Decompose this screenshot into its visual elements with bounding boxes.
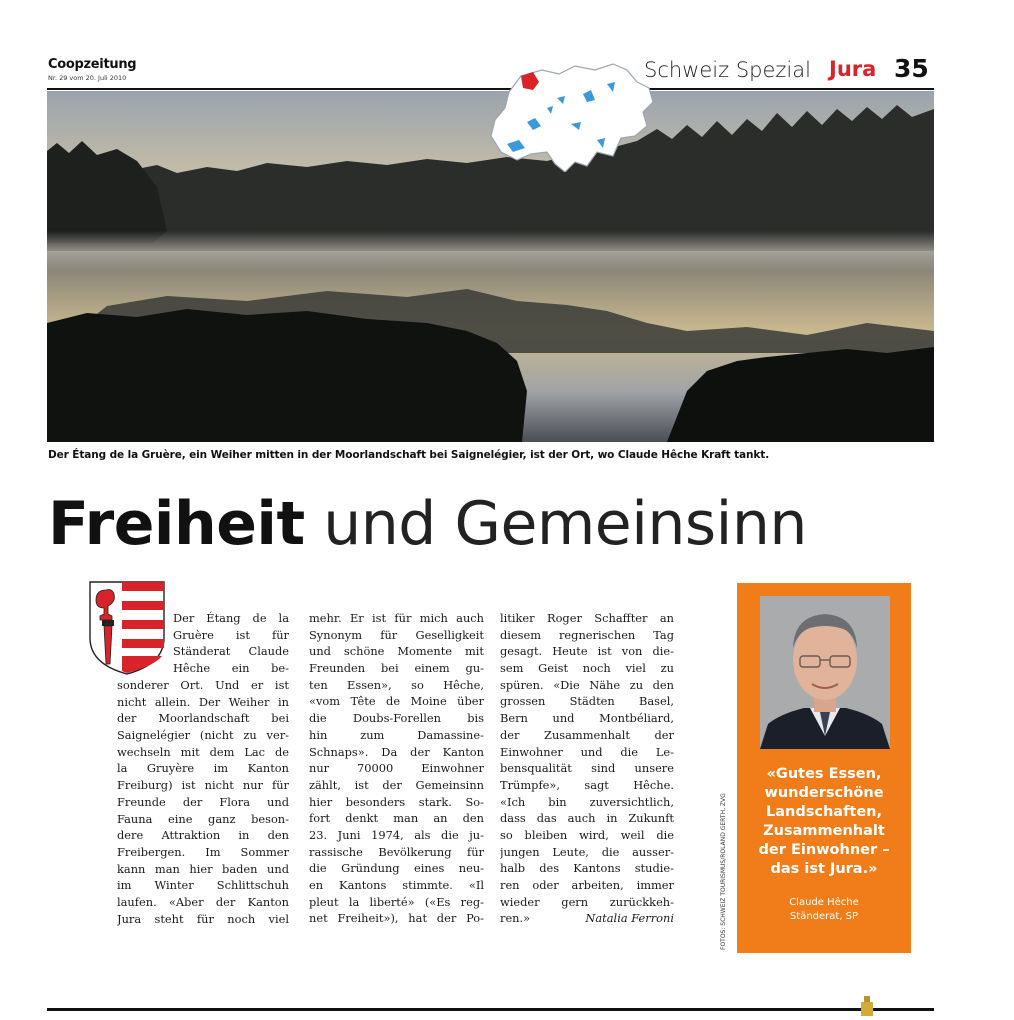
- text-line: Schnaps». Da der Kanton: [309, 744, 484, 759]
- text-line: «Ich bin zuversichtlich,: [500, 794, 674, 809]
- text-line: wieder gern zurückkeh-: [500, 894, 674, 909]
- text-line: Trümpfe», sagt Hêche.: [500, 777, 674, 792]
- headline-bold: Freiheit: [48, 489, 305, 559]
- text-line: zählt, ist der Gemeinsinn: [309, 777, 484, 792]
- text-line: ren oder arbeiten, immer: [500, 878, 674, 892]
- pull-quote-line: «Gutes Essen,: [766, 766, 882, 782]
- issue-date: Nr. 29 vom 20. Juli 2010: [48, 74, 127, 82]
- text-line: pleut la liberté» («Es reg-: [309, 894, 484, 909]
- text-line: en Kantons stimmte. «Il: [309, 878, 484, 892]
- text-line: Gruère ist für: [173, 627, 289, 642]
- text-line: kann man hier baden und: [117, 861, 289, 876]
- text-line: gesagt. Heute ist von die-: [500, 644, 674, 659]
- article-column-1-intro: [173, 610, 289, 677]
- photo-caption: Der Étang de la Gruère, ein Weiher mitten in der Moorlandschaft bei Saignelégier, ist der Ort, wo Claude Hêche Kraft tankt.: [48, 449, 770, 461]
- text-line: «vom Tête de Moine über: [309, 694, 484, 709]
- text-line: diesem regnerischen Tag: [500, 627, 674, 642]
- text-line: la Gruyère im Kanton: [117, 761, 289, 776]
- text-line: 23. Juni 1974, als die ju-: [309, 827, 484, 842]
- switzerland-map: [487, 60, 657, 172]
- headline: [48, 486, 807, 562]
- text-line: Bern und Montbéliard,: [500, 711, 674, 726]
- page-number: 35: [894, 54, 929, 83]
- region-name: Jura: [829, 57, 877, 81]
- text-line: die Doubs-Forellen bis: [309, 711, 484, 726]
- text-line: Der Étang de la: [173, 611, 289, 625]
- text-line: litiker Roger Schaffter an: [500, 611, 674, 625]
- text-line: Saignelégier (nicht zu ver-: [117, 728, 289, 743]
- text-line: nur 70000 Einwohner: [309, 761, 484, 776]
- article-column-1: [117, 677, 289, 927]
- text-line: hin zum Damassine-: [309, 727, 484, 742]
- article-column-3: [500, 610, 674, 927]
- text-line: Hêche ein be-: [173, 661, 289, 676]
- text-line: rassische Bevölkerung für: [309, 844, 484, 859]
- text-line: net Freiheit»), hat der Po-: [309, 911, 484, 926]
- pull-quote-line: der Einwohner –: [758, 842, 890, 858]
- text-line: der Zusammenhalt der: [500, 727, 674, 742]
- text-line: die Gründung eines neu-: [309, 861, 484, 876]
- text-line: spüren. «Die Nähe zu den: [500, 677, 674, 692]
- text-line-end: ren.»: [500, 911, 531, 926]
- text-line: sem Geist noch viel zu: [500, 661, 674, 676]
- text-line-final: [500, 910, 674, 927]
- author-byline: Natalia Ferroni: [585, 911, 674, 926]
- bottom-rule: [47, 1008, 934, 1011]
- text-line: laufen. «Aber der Kanton: [117, 894, 289, 909]
- jura-coat-of-arms-icon: [88, 580, 166, 676]
- portrait-photo: [760, 596, 890, 749]
- bottle-icon: [856, 996, 878, 1016]
- pull-quote-line: Landschaften,: [766, 804, 882, 820]
- quote-person-role: Ständerat, SP: [789, 911, 859, 922]
- text-line: halb des Kantons studie-: [500, 861, 674, 876]
- text-line: sonderer Ort. Und er ist: [117, 678, 289, 692]
- text-line: der Moorlandschaft bei: [117, 711, 289, 726]
- text-line: grossen Städten Basel,: [500, 694, 674, 709]
- text-line: wechseln mit dem Lac de: [117, 744, 289, 759]
- text-line: bensqualität sind unsere: [500, 761, 674, 776]
- text-line: Ständerat Claude: [173, 644, 289, 659]
- headline-light: und Gemeinsinn: [323, 489, 807, 559]
- pull-quote-line: wunderschöne: [764, 785, 884, 801]
- text-line: jungen Leute, die ausser-: [500, 844, 674, 859]
- text-line: dass das auch in Zukunft: [500, 811, 674, 826]
- text-line: nicht allein. Der Weiher in: [117, 694, 289, 709]
- text-line: Fauna eine ganz beson-: [117, 811, 289, 826]
- text-line: Synonym für Geselligkeit: [309, 627, 484, 642]
- text-line: hier besonders stark. So-: [309, 794, 484, 809]
- text-line: Freiburg) ist nicht nur für: [117, 778, 289, 793]
- text-line: im Winter Schlittschuh: [117, 878, 289, 893]
- text-line: mehr. Er ist für mich auch: [309, 611, 484, 625]
- quote-person-name: Claude Hêche: [789, 897, 859, 908]
- pull-quote-line: das ist Jura.»: [770, 861, 878, 877]
- text-line: Freibergen. Im Sommer: [117, 844, 289, 859]
- text-line: Freunde der Flora und: [117, 794, 289, 809]
- text-line: Freunden bei einem gu-: [309, 661, 484, 676]
- text-line: fort denkt man an den: [309, 811, 484, 826]
- text-line: Jura steht für noch viel: [117, 911, 289, 926]
- text-line: ten Essen», so Hêche,: [309, 677, 484, 692]
- newspaper-name: Coopzeitung: [48, 57, 137, 72]
- text-line: dere Attraktion in den: [117, 828, 289, 843]
- pull-quote: [742, 765, 906, 879]
- text-line: und schöne Momente mit: [309, 644, 484, 659]
- pull-quote-line: Zusammenhalt: [763, 823, 885, 839]
- photo-credit: FOTOS: SCHWEIZ TOURISMUS/ROLAND GERTH, ZVG: [720, 793, 727, 950]
- article-column-2: [309, 610, 484, 927]
- text-line: Einwohner und die Le-: [500, 744, 674, 759]
- text-line: so bleiben wird, weil die: [500, 827, 674, 842]
- section-name: Schweiz Spezial: [644, 58, 811, 82]
